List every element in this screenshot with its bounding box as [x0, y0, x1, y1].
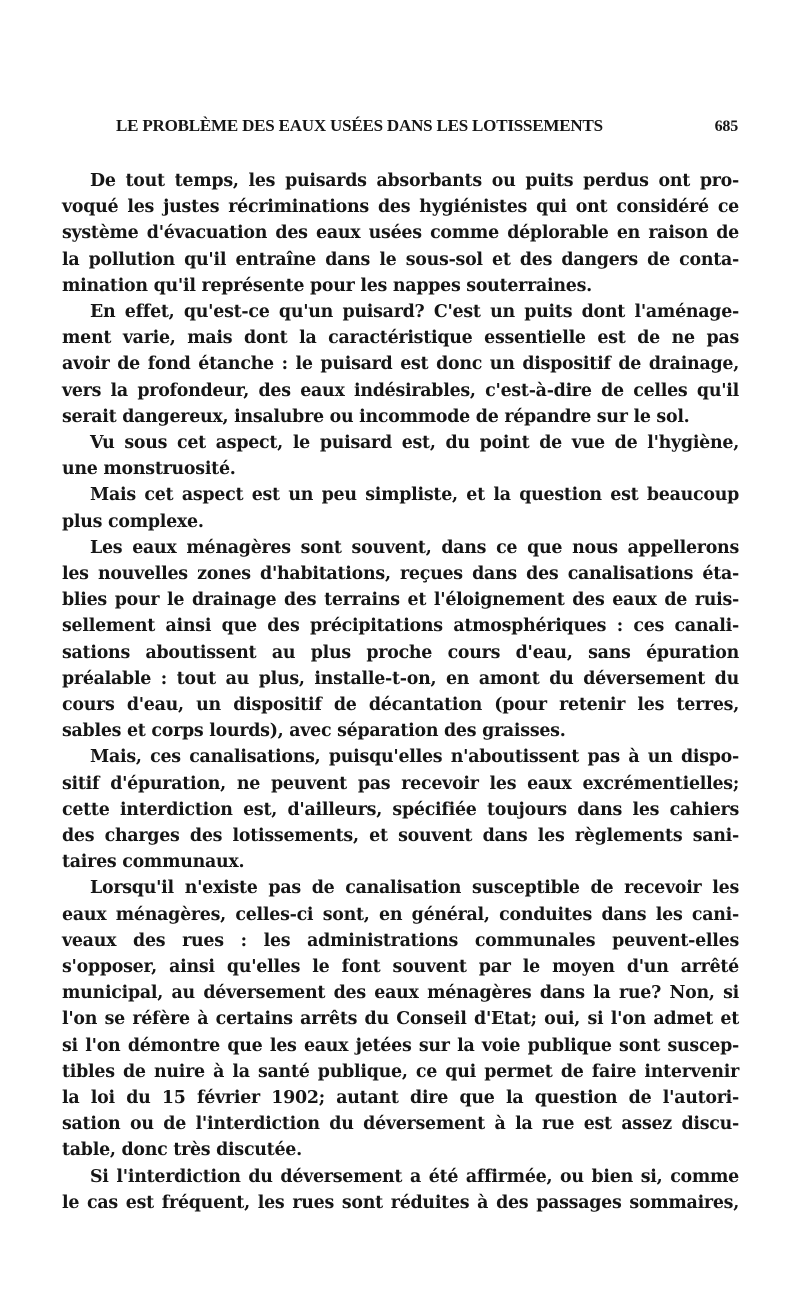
text-line: si l'on démontre que les eaux jetées sur la voie publique sont suscep-	[62, 1035, 739, 1056]
text-line: ment varie, mais dont la caractéristique essentielle est de ne pas	[62, 328, 739, 349]
text-line: De tout temps, les puisards absorbants ou puits perdus ont pro-	[90, 171, 739, 191]
running-head	[116, 116, 738, 136]
text-line: système d'évacuation des eaux usées comme déplorable en raison de	[62, 223, 739, 244]
text-line: vers la profondeur, des eaux indésirables, c'est-à-dire de celles qu'il	[62, 380, 739, 401]
text-line: une monstruosité.	[62, 459, 236, 480]
text-line: taires communaux.	[62, 852, 245, 873]
text-line: serait dangereux, insalubre ou incommode de répandre sur le sol.	[62, 406, 690, 427]
text-line: voqué les justes récriminations des hygiénistes qui ont considéré ce	[62, 197, 739, 218]
text-line: l'on se réfère à certains arrêts du Conseil d'Etat; oui, si l'on admet et	[62, 1009, 739, 1030]
text-line: Lorsqu'il n'existe pas de canalisation susceptible de recevoir les	[90, 878, 739, 899]
text-line: sations aboutissent au plus proche cours d'eau, sans épuration	[62, 642, 739, 663]
text-line: municipal, au déversement des eaux ménagères dans la rue? Non, si	[62, 983, 739, 1004]
text-line: Mais, ces canalisations, puisqu'elles n'aboutissent pas à un dispo-	[90, 747, 739, 768]
text-line: sables et corps lourds), avec séparation des graisses.	[62, 721, 566, 742]
text-line: sellement ainsi que des précipitations atmosphériques : ces canali-	[62, 616, 739, 637]
text-line: le cas est fréquent, les rues sont réduites à des passages sommaires,	[62, 1192, 739, 1213]
text-line: blies pour le drainage des terrains et l'éloignement des eaux de ruis-	[62, 590, 739, 611]
text-line: plus complexe.	[62, 511, 204, 532]
text-line: En effet, qu'est-ce qu'un puisard? C'est un puits dont l'aménage-	[90, 302, 739, 322]
text-line: s'opposer, ainsi qu'elles le font souvent par le moyen d'un arrêté	[62, 957, 739, 977]
text-line: table, donc très discutée.	[62, 1140, 302, 1161]
text-line: mination qu'il représente pour les nappes souterraines.	[62, 275, 592, 296]
running-head-title: LE PROBLÈME DES EAUX USÉES DANS LES LOTISSEMENTS	[116, 116, 603, 135]
text-line: sation ou de l'interdiction du déversement à la rue est assez discu-	[62, 1114, 739, 1135]
text-line: tibles de nuire à la santé publique, ce qui permet de faire intervenir	[62, 1061, 739, 1082]
text-line: des charges des lotissements, et souvent dans les règlements sani-	[62, 826, 739, 846]
text-line: cours d'eau, un dispositif de décantation (pour retenir les terres,	[62, 695, 739, 715]
text-line: sitif d'épuration, ne peuvent pas recevoir les eaux excrémentielles;	[62, 773, 739, 794]
text-line: Vu sous cet aspect, le puisard est, du point de vue de l'hygiène,	[90, 433, 739, 453]
text-line: la loi du 15 février 1902; autant dire que la question de l'autori-	[62, 1088, 739, 1108]
text-line: préalable : tout au plus, installe-t-on, en amont du déversement du	[62, 668, 739, 689]
text-line: Mais cet aspect est un peu simpliste, et la question est beaucoup	[90, 485, 739, 506]
page-number: 685	[714, 118, 738, 135]
text-line: cette interdiction est, d'ailleurs, spécifiée toujours dans les cahiers	[62, 799, 739, 820]
text-line: eaux ménagères, celles-ci sont, en général, conduites dans les cani-	[62, 904, 739, 925]
text-line: la pollution qu'il entraîne dans le sous-sol et des dangers de conta-	[62, 249, 739, 270]
text-line: les nouvelles zones d'habitations, reçues dans des canalisations éta-	[62, 564, 739, 584]
text-line: avoir de fond étanche : le puisard est donc un dispositif de drainage,	[62, 354, 739, 375]
text-line: Les eaux ménagères sont souvent, dans ce que nous appellerons	[90, 537, 739, 558]
text-line: veaux des rues : les administrations communales peuvent-elles	[62, 930, 739, 951]
text-line: Si l'interdiction du déversement a été affirmée, ou bien si, comme	[90, 1166, 739, 1187]
